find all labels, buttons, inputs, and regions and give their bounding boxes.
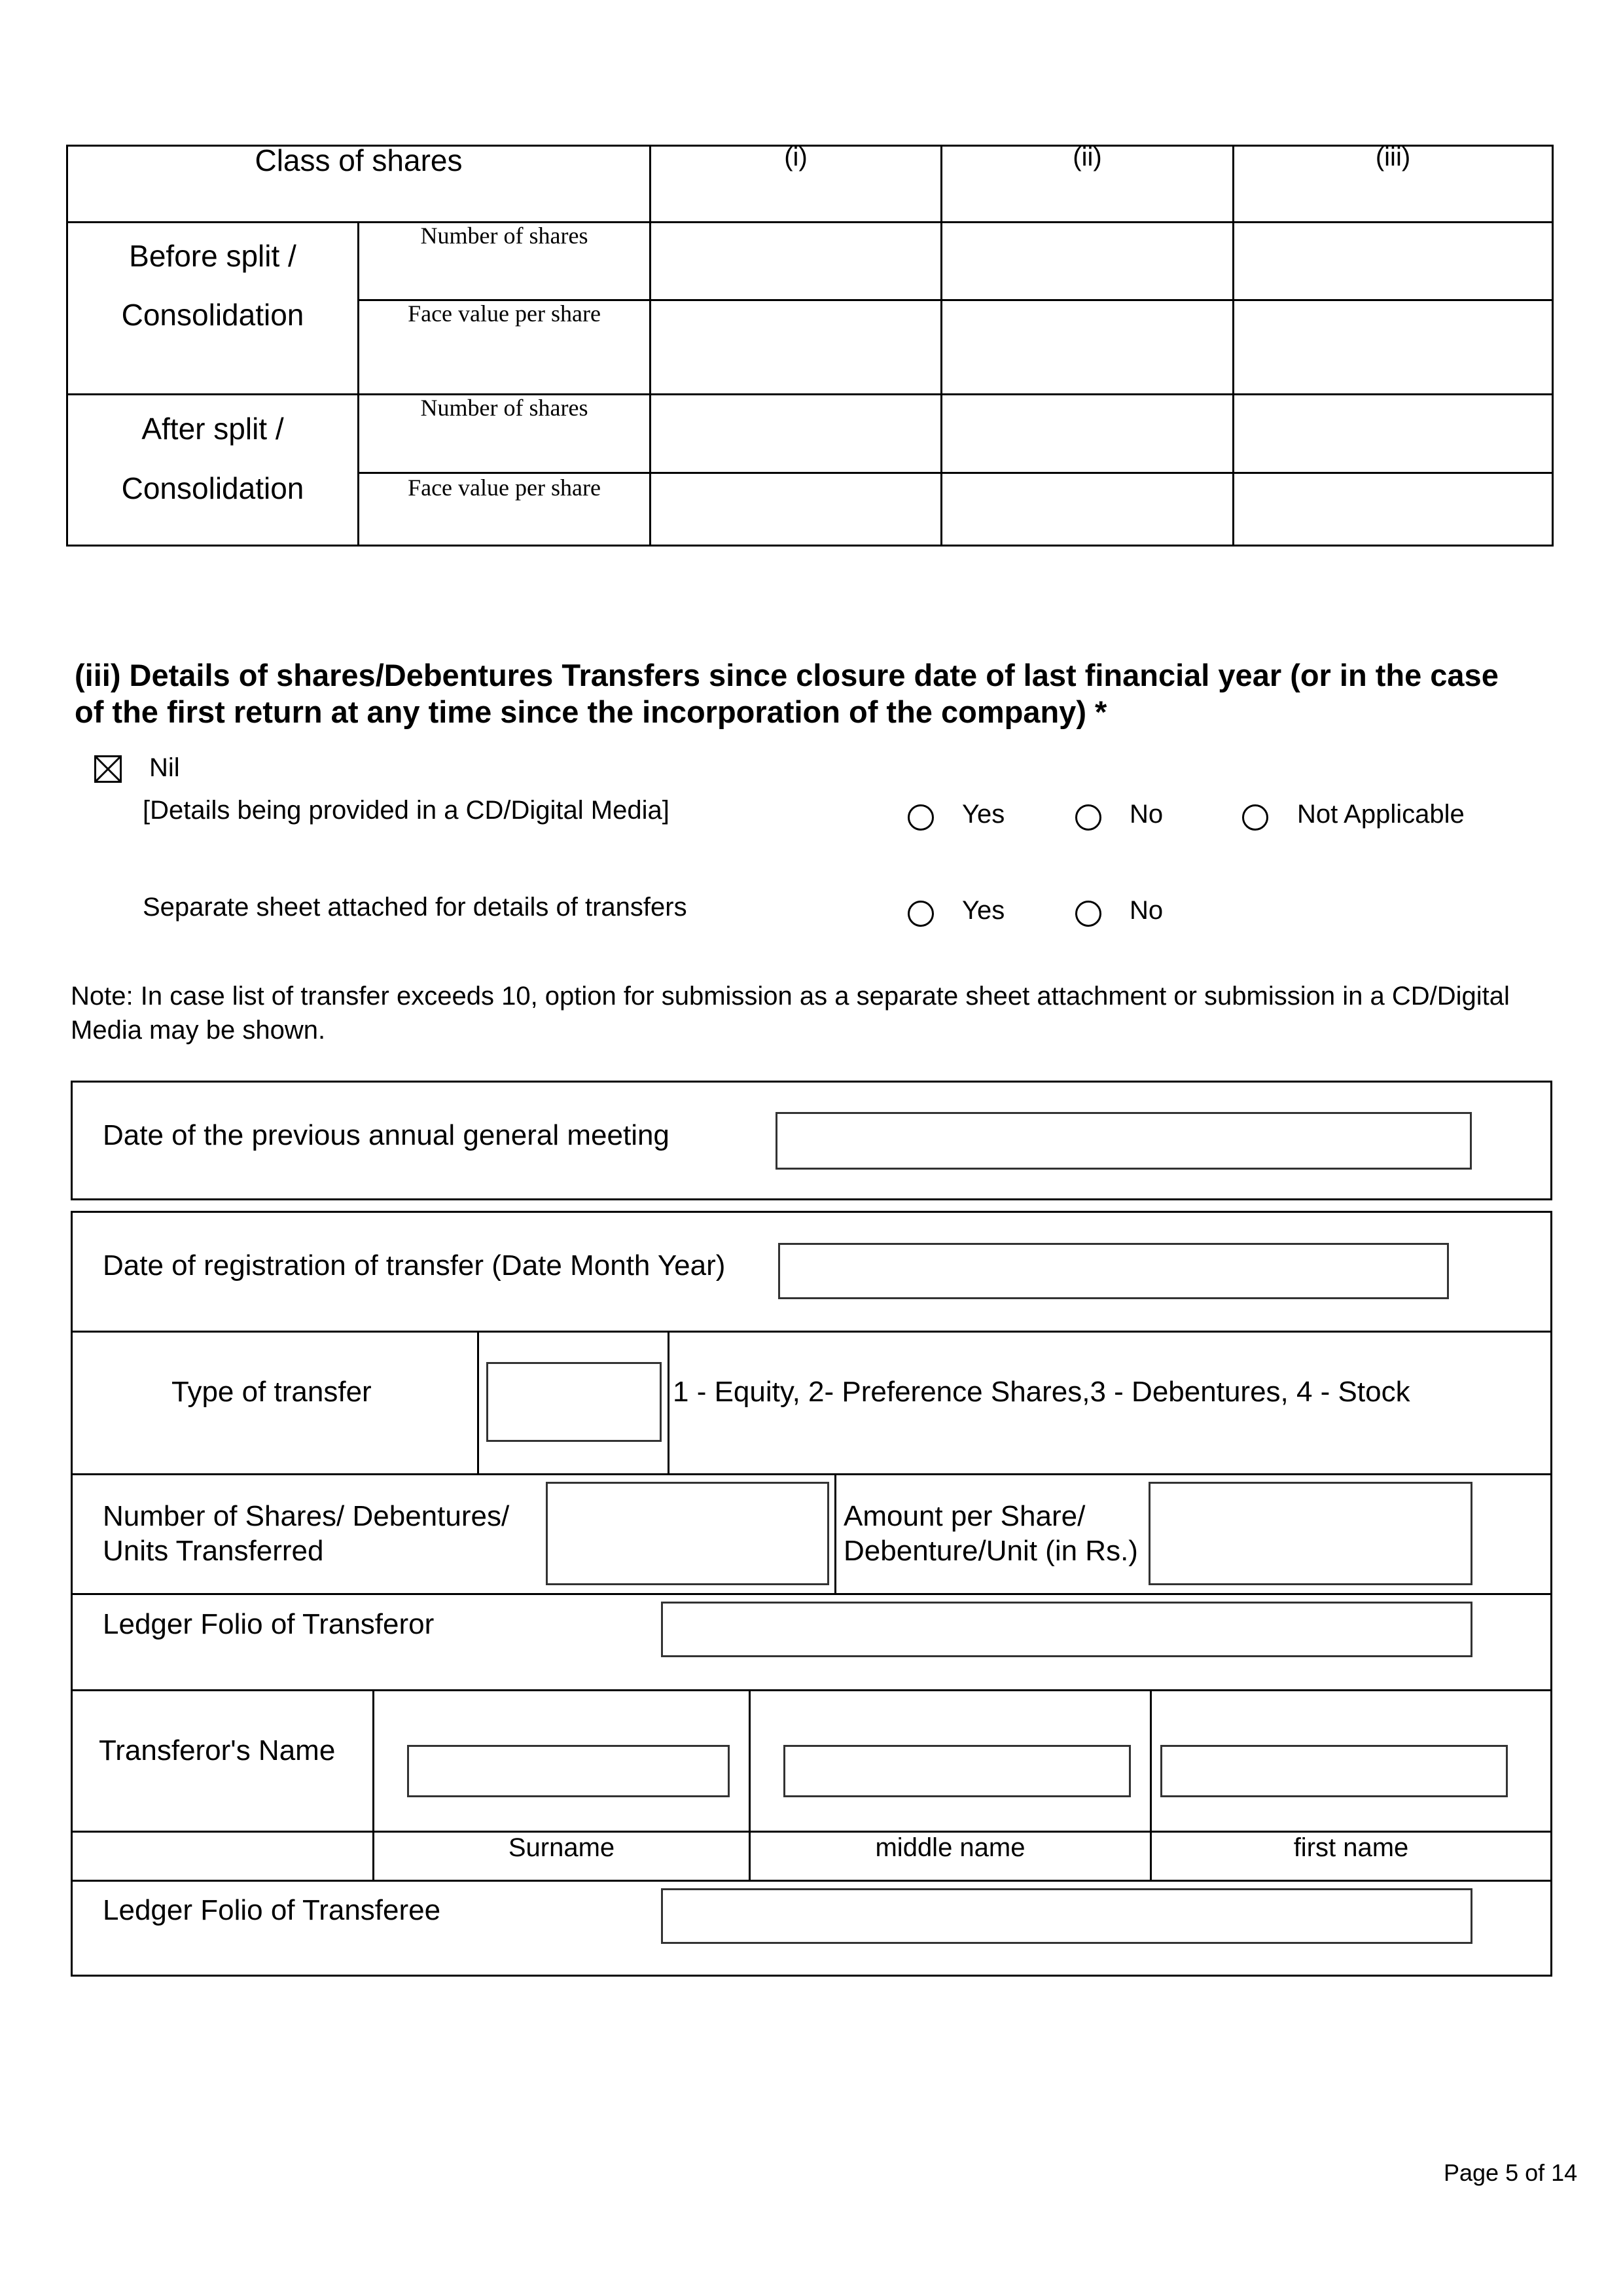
class-of-shares-label: Class of shares [255,143,463,177]
first-name-caption: first name [1293,1833,1409,1862]
form-border [1550,1211,1552,1977]
sheet-no-label: No [1130,896,1164,925]
form-border [71,1473,1552,1475]
after-consolidation-label: Consolidation [121,471,304,505]
face-value-label: Face value per share [408,475,601,501]
cd-yes-label: Yes [962,800,1005,829]
cd-no-label: No [1130,800,1164,829]
note-line1: Note: In case list of transfer exceeds 10, option for submission as a separate sheet attachment or submission in a CD/Digital [71,982,1510,1011]
after-split-label: After split / [141,412,284,446]
section-heading-line2: of the first return at any time since the incorporation of the company) * [75,694,1107,729]
cd-yes-radio[interactable] [908,804,934,831]
amount-per-unit-label-line2: Debenture/Unit (in Rs.) [844,1535,1138,1567]
units-transferred-label-line2: Units Transferred [103,1535,324,1567]
sheet-yes-radio[interactable] [908,901,934,927]
table-border [66,545,1554,547]
ledger-transferee-label: Ledger Folio of Transferee [103,1894,441,1926]
previous-agm-label: Date of the previous annual general meeting [103,1119,669,1151]
before-number-ii-cell[interactable] [942,223,1232,299]
ledger-transferor-input[interactable] [661,1602,1472,1657]
type-of-transfer-input[interactable] [486,1362,662,1442]
form-border [71,1593,1552,1595]
amount-per-unit-label-line1: Amount per Share/ [844,1500,1086,1532]
after-face-value-i-cell[interactable] [651,474,940,545]
ledger-transferor-label: Ledger Folio of Transferor [103,1608,435,1640]
after-face-value-iii-cell[interactable] [1234,474,1552,545]
separate-sheet-question: Separate sheet attached for details of transfers [143,893,687,922]
registration-date-label: Date of registration of transfer (Date Month Year) [103,1249,726,1282]
units-transferred-label-line1: Number of Shares/ Debentures/ [103,1500,510,1532]
form-border [71,1975,1552,1977]
cd-no-radio[interactable] [1075,804,1101,831]
checked-box-icon [94,755,122,783]
after-number-i-cell[interactable] [651,395,940,472]
number-of-shares-label: Number of shares [420,223,588,249]
cd-media-question: [Details being provided in a CD/Digital Media] [143,796,669,825]
form-border [71,1689,1552,1691]
cd-not-applicable-label: Not Applicable [1297,800,1465,829]
page-number: Page 5 of 14 [1444,2159,1578,2186]
before-number-iii-cell[interactable] [1234,223,1552,299]
units-transferred-input[interactable] [546,1482,829,1585]
transferor-middle-name-input[interactable] [783,1745,1131,1797]
middle-name-caption: middle name [875,1833,1026,1862]
before-consolidation-label: Consolidation [121,298,304,332]
form-border [71,1211,73,1977]
amount-per-unit-input[interactable] [1149,1482,1472,1585]
section-heading-line1: (iii) Details of shares/Debentures Transfers since closure date of last financial year (or in the case [75,658,1499,692]
transferor-surname-input[interactable] [407,1745,730,1797]
sheet-no-radio[interactable] [1075,901,1101,927]
column-header-iii: (iii) [1375,143,1411,171]
after-face-value-ii-cell[interactable] [942,474,1232,545]
registration-date-input[interactable] [778,1243,1449,1299]
transferor-first-name-input[interactable] [1160,1745,1508,1797]
face-value-label: Face value per share [408,300,601,327]
form-border [71,1211,1552,1213]
type-of-transfer-label: Type of transfer [171,1376,372,1408]
ledger-transferee-input[interactable] [661,1888,1472,1944]
before-split-label: Before split / [129,239,296,273]
number-of-shares-label: Number of shares [420,395,588,421]
before-face-value-ii-cell[interactable] [942,301,1232,393]
surname-caption: Surname [508,1833,615,1862]
column-header-ii: (ii) [1073,143,1102,171]
transferor-name-label: Transferor's Name [99,1734,336,1767]
form-border [71,1880,1552,1882]
nil-checkbox[interactable] [94,755,122,783]
form-border [477,1331,479,1475]
form-border [71,1331,1552,1333]
before-number-i-cell[interactable] [651,223,940,299]
type-of-transfer-hint: 1 - Equity, 2- Preference Shares,3 - Debentures, 4 - Stock [673,1376,1410,1408]
column-header-i: (i) [784,143,808,171]
previous-agm-input[interactable] [776,1112,1472,1170]
sheet-yes-label: Yes [962,896,1005,925]
form-border [71,1831,1552,1833]
table-border [1552,145,1554,547]
before-face-value-i-cell[interactable] [651,301,940,393]
after-number-iii-cell[interactable] [1234,395,1552,472]
cd-not-applicable-radio[interactable] [1242,804,1268,831]
nil-label: Nil [149,753,180,782]
note-line2: Media may be shown. [71,1016,326,1045]
before-face-value-iii-cell[interactable] [1234,301,1552,393]
form-border [834,1473,836,1595]
form-border [668,1331,669,1475]
after-number-ii-cell[interactable] [942,395,1232,472]
